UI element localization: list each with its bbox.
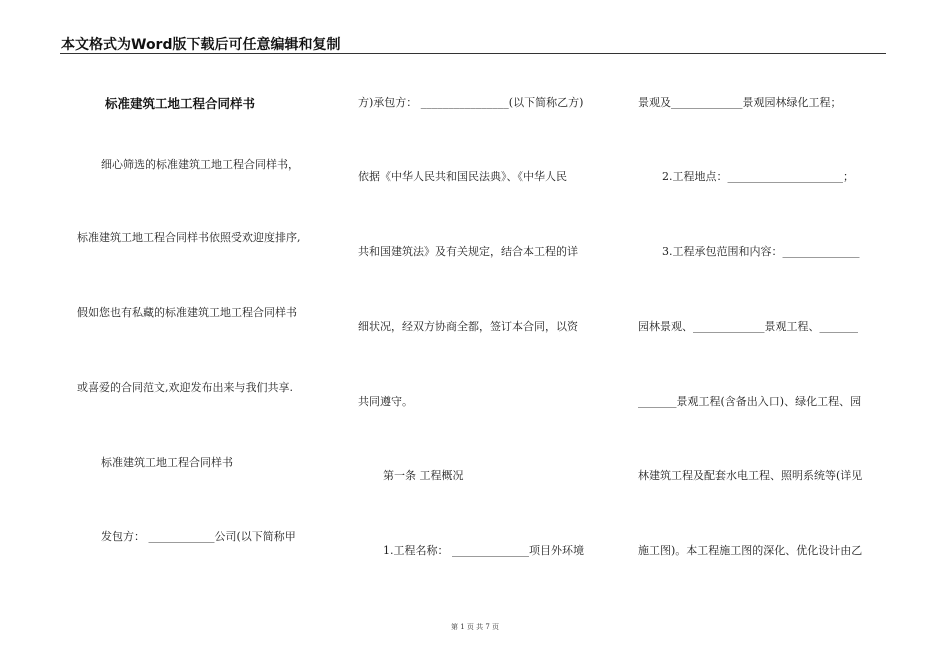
- header-divider: [60, 53, 886, 54]
- text-line: 施工图)。本工程施工图的深化、优化设计由乙: [638, 544, 863, 557]
- text-line: 细状况，经双方协商全都，签订本合同，以资: [358, 320, 578, 333]
- text-line: 林建筑工程及配套水电工程、照明系统等(详见: [638, 469, 863, 482]
- section-heading: 第一条 工程概况: [383, 469, 464, 482]
- text-line: 或喜爱的合同范文,欢迎发布出来与我们共享.: [77, 381, 293, 394]
- text-line: 1.工程名称： ______________项目外环境: [383, 544, 584, 557]
- page-number: 第 1 页 共 7 页: [450, 623, 500, 631]
- text-line: 共同遵守。: [358, 395, 413, 408]
- text-line: 细心筛选的标准建筑工地工程合同样书，: [101, 158, 299, 171]
- text-line: 3.工程承包范围和内容：______________: [662, 245, 860, 258]
- text-line: 发包方： ____________公司(以下简称甲: [101, 530, 296, 543]
- text-line: 假如您也有私藏的标准建筑工地工程合同样书: [77, 306, 297, 319]
- text-line: 景观及_____________景观园林绿化工程；: [638, 96, 842, 109]
- text-line: 依据《中华人民共和国民法典》、《中华人民: [358, 170, 567, 183]
- text-line: 共和国建筑法》及有关规定，结合本工程的详: [358, 245, 578, 258]
- text-line: _______景观工程(含备出入口)、绿化工程、园: [638, 395, 862, 408]
- text-line: 方)承包方： ________________(以下简称乙方): [358, 96, 584, 109]
- text-line: 园林景观、_____________景观工程、_______: [638, 320, 858, 333]
- text-line: 标准建筑工地工程合同样书依照受欢迎度排序,: [77, 231, 301, 244]
- document-title: 标准建筑工地工程合同样书: [105, 96, 256, 111]
- text-line: 2.工程地点：_____________________；: [662, 170, 854, 183]
- text-line: 标准建筑工地工程合同样书: [101, 456, 233, 469]
- document-banner: 本文格式为Word版下载后可任意编辑和复制: [61, 37, 341, 53]
